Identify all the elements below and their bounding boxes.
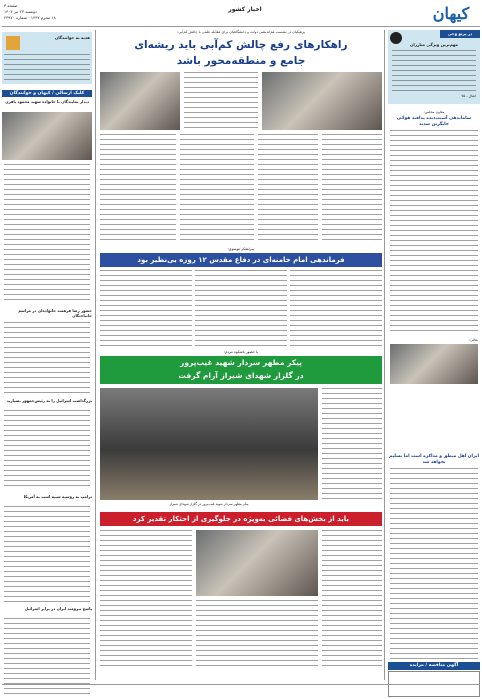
banner2-kicker: با حضور باشکوه مردم: (223, 350, 259, 354)
verse-box-text (392, 50, 476, 92)
story1-kicker: معاون مجلس: (423, 110, 445, 114)
funeral-photo-caption: پیکر مطهر سردار شهید غیب‌پرور در گلزار شهدای شیراز (169, 502, 249, 506)
lead-photo-main (262, 72, 382, 130)
banner2-side-text (322, 388, 382, 500)
date-line: دوشنبه ۲۳ تیر ۱۴۰۴ (4, 9, 37, 14)
lead-photo-secondary (100, 72, 180, 130)
lead-headline-1: راهکارهای رفع چالش کم‌آبی باید ریشه‌ای (134, 39, 348, 51)
lead-text-col5 (100, 134, 176, 244)
banner2-line1: پیکر مطهر سردار شهید غیب‌پرور (180, 358, 302, 367)
banner2-line2: در گلزار شهدای شیراز آرام گرفت (178, 371, 304, 380)
banner1-kicker: سرلشکر موسوی: (227, 247, 255, 251)
masthead-rule (2, 26, 480, 27)
banner3-text-col2 (196, 600, 318, 670)
banner3-text-col3 (100, 530, 192, 670)
left-story2-text (4, 322, 90, 394)
right-divider (384, 30, 385, 680)
funeral-photo (100, 388, 318, 500)
left-story1-photo (2, 112, 92, 160)
footer-rule (2, 684, 480, 685)
banner1-text-col1 (290, 270, 382, 346)
verse-box-subtitle: مهم‌ترین ویژگی مبارزان (410, 42, 458, 47)
left-divider (95, 30, 96, 680)
logo (422, 4, 480, 24)
story1-text (390, 130, 478, 335)
right-column (388, 30, 480, 680)
verse-box (388, 30, 480, 104)
banner2-box (100, 356, 382, 384)
left-story1-text (4, 164, 90, 304)
tender-ad-title: آگهی مناقصه / مزایده (388, 662, 480, 670)
lead-text-col1 (184, 72, 258, 130)
gift-box (2, 32, 92, 84)
verse-box-ref: انفال - ۷۵ (461, 94, 476, 98)
story2-kicker: بقائی: (469, 338, 478, 342)
left-column (2, 30, 92, 680)
banner3-headline: باید از بخش‌های فضائی به‌ویژه در جلوگیری از احتکار تقدیر کرد (100, 512, 382, 526)
story2-photo (390, 344, 478, 384)
logo-text: کیهان (432, 4, 470, 23)
left-story5-headline: پاسخ نیرومند ایران در برابر اسرائیل (24, 606, 92, 611)
story2-headline: ایران اهل منطق و مذاکره است اما تسلیم نخواهد شد (389, 454, 479, 465)
lead-text-col2 (322, 134, 382, 244)
banner1-headline: فرماندهی امام خامنه‌ای در دفاع مقدس ۱۲ روزه بی‌نظیر بود (100, 253, 382, 267)
left-story1-headline: دیدار نمایندگان با خانواده شهید محمود باقری (5, 99, 89, 104)
banner1-text-col3 (100, 270, 192, 346)
gift-box-title: هدیه به خوانندگان (54, 35, 90, 40)
issue-line: ۱۸ محرم ۱۴۴۷ - شماره ۲۳۹۷۰ (4, 15, 56, 20)
story1-headline: ساماندهی آسیب‌دیده پدافند هوائی جایگزین شدند (396, 116, 472, 127)
lead-text-col4 (180, 134, 254, 244)
banner3-text-col1 (322, 530, 382, 670)
left-story4-text (4, 506, 90, 602)
banner3-photo (196, 530, 318, 596)
gift-box-text (4, 54, 90, 80)
lead-text-col3 (258, 134, 318, 244)
banner1-text-col2 (195, 270, 287, 346)
page-number: صفحه ۳ (4, 3, 18, 8)
story2-text (390, 468, 478, 660)
left-story3-headline: بزرگداشت اسرائیل را به رئیس‌جمهور بسپارید (6, 398, 92, 403)
lead-kicker: پزشکیان در نشست هم‌اندیشی دولت و دانشگاهیان برای مقابله علمی با چالش کم‌آبی: (176, 30, 305, 34)
section-title: اخبار کشور (228, 6, 262, 13)
left-story4-headline: ترامپ به روسیه شبیه است به آمریکا (23, 494, 92, 499)
lead-headline-2: جامع و منطقه‌محور باشد (176, 55, 306, 67)
readers-label-bar: کلیک ارسالی / کیهان و خوانندگان (2, 90, 92, 97)
verse-box-title: در پرتو وحی (440, 30, 480, 38)
gift-icon (6, 36, 20, 50)
left-story3-text (4, 410, 90, 490)
left-story2-headline: حضور رضا فرهمند خانواده‌ای در مراسم جانباختگان (18, 308, 92, 318)
